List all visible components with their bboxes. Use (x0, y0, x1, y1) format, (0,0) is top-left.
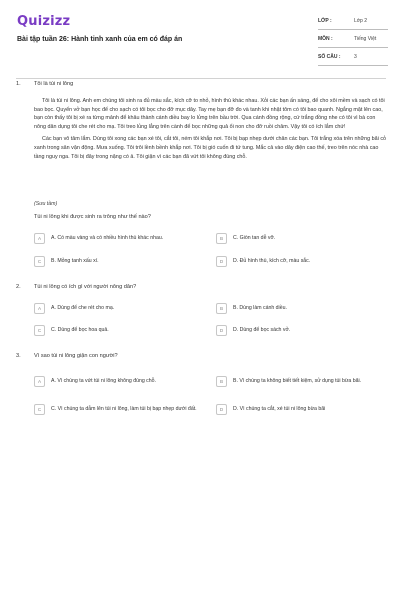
option-d[interactable] (216, 325, 386, 336)
meta-row-grade (318, 12, 388, 30)
option-d[interactable] (216, 404, 386, 415)
option-c[interactable] (34, 325, 204, 336)
option-letter: D (216, 325, 227, 336)
quizizz-logo: Quizizz (17, 14, 71, 29)
passage-title: Tôi là túi ni lông (34, 81, 74, 87)
meta-value: Tiếng Việt (354, 35, 377, 42)
option-letter: B (216, 303, 227, 314)
passage-paragraph: Các bạn vô tâm lắm. Dùng tôi xong các bạn xé tôi, cắt tôi, ném tôi khắp nơi. Tôi bị bạp nhẹp dưới chân các bạn. Tôi trắng xóa trên những bãi cỏ xanh trong sân vận động. Mưa xuống. Tôi trôi lềnh bềnh khắp nơi. Tôi bị gió cuốn đi tứ tung. Mắc cả vào dây điện cao thế, treo trên nóc nhà cao tầng nguy nga. Tôi bị đây trong nặng có ả. Tôi giận vì các bạn đã vứt tôi không đúng chỗ. (34, 136, 387, 160)
option-a[interactable] (34, 233, 204, 244)
question-text: Túi ni lông có ích gì với người nông dân? (34, 284, 137, 290)
option-b[interactable] (216, 303, 386, 314)
meta-row-count (318, 48, 388, 66)
option-b[interactable] (216, 233, 386, 244)
option-letter: C (34, 325, 45, 336)
question-number: 2. (16, 284, 21, 290)
option-text: C. Giòn tan dễ vỡ. (233, 235, 276, 241)
option-letter: B (216, 233, 227, 244)
option-c[interactable] (34, 256, 204, 267)
question-number: 1. (16, 81, 21, 87)
option-text: C. Vì chúng ta dẫm lên túi ni lông, làm túi bị bạp nhẹp dưới đất. (51, 406, 197, 412)
question-text: Túi ni lông khi được sinh ra trông như thế nào? (34, 214, 151, 220)
option-letter: C (34, 404, 45, 415)
option-letter: D (216, 404, 227, 415)
option-text: A. Có màu vàng và có nhiều hình thù khác nhau. (51, 235, 164, 241)
option-c[interactable] (34, 404, 204, 415)
option-text: A. Vì chúng ta vứt túi ni lông không đúng chỗ. (51, 378, 156, 384)
meta-label: MÔN : (318, 35, 333, 42)
option-letter: D (216, 256, 227, 267)
worksheet-meta (318, 12, 388, 66)
option-a[interactable] (34, 303, 204, 314)
option-text: A. Dùng để che rét cho mạ. (51, 305, 115, 311)
option-d[interactable] (216, 256, 386, 267)
option-letter: C (34, 256, 45, 267)
worksheet-title: Bài tập tuần 26: Hành tinh xanh của em có đáp án (17, 36, 183, 43)
option-a[interactable] (34, 376, 204, 387)
option-letter: A (34, 233, 45, 244)
option-b[interactable] (216, 376, 386, 387)
option-letter: A (34, 376, 45, 387)
header-divider (16, 78, 386, 79)
option-text: B. Vì chúng ta không biết tiết kiệm, sử dụng túi bừa bãi. (233, 378, 362, 384)
meta-value: Lớp 2 (354, 17, 368, 24)
question-number: 3. (16, 353, 21, 359)
option-text: D. Đủ hình thù, kích cỡ, màu sắc. (233, 258, 311, 264)
option-text: D. Vì chúng ta cắt, xé túi ni lông bừa bãi (233, 406, 326, 412)
passage-paragraph: Tôi là túi ni lông. Anh em chúng tôi sinh ra đủ màu sắc, kích cỡ to nhỏ, hình thù khác nhau. Xỏi các bạn ấn sáng, để cho xôi mềm và sạch có tôi bao bọc. Quyển vở bạn học để cho sạch có tôi bọc cho đỡ mục dây. Tay mẹ bạn đỡ đo và tanh khi nhặt tôm có tôi bao quanh. Ngắng mặt lên cao, bạn còn thấy tôi bị xé ra từng mảnh để khâu thành cánh diều bay lo lửng trên bầu trời. Qua cánh đồng rộng, cứ trắng đồng nhe có tôi vì bà con nông dân dụng tôi che rét cho mạ. Tôi treo lủng lẳng trên cành để bọc những quả ổi non cho đỡ ruồi châm. Vậy tôi có ích lắm chứ! (34, 98, 385, 130)
worksheet-header (0, 0, 400, 70)
meta-row-subject (318, 30, 388, 48)
passage-source: (Sưu tầm) (34, 201, 58, 207)
question-text: Vì sao túi ni lông giận con người? (34, 353, 118, 359)
option-text: C. Dùng để bọc hoa quả. (51, 327, 109, 333)
reading-passage (34, 97, 386, 161)
meta-value: 3 (354, 53, 357, 60)
option-letter: B (216, 376, 227, 387)
option-text: B. Mỏng tanh xấu xí. (51, 258, 99, 264)
meta-label: SỐ CÂU : (318, 53, 341, 60)
option-letter: A (34, 303, 45, 314)
option-text: B. Dùng làm cánh diều. (233, 305, 287, 311)
option-text: D. Dùng để bọc sách vở. (233, 327, 291, 333)
meta-label: LỚP : (318, 17, 332, 24)
